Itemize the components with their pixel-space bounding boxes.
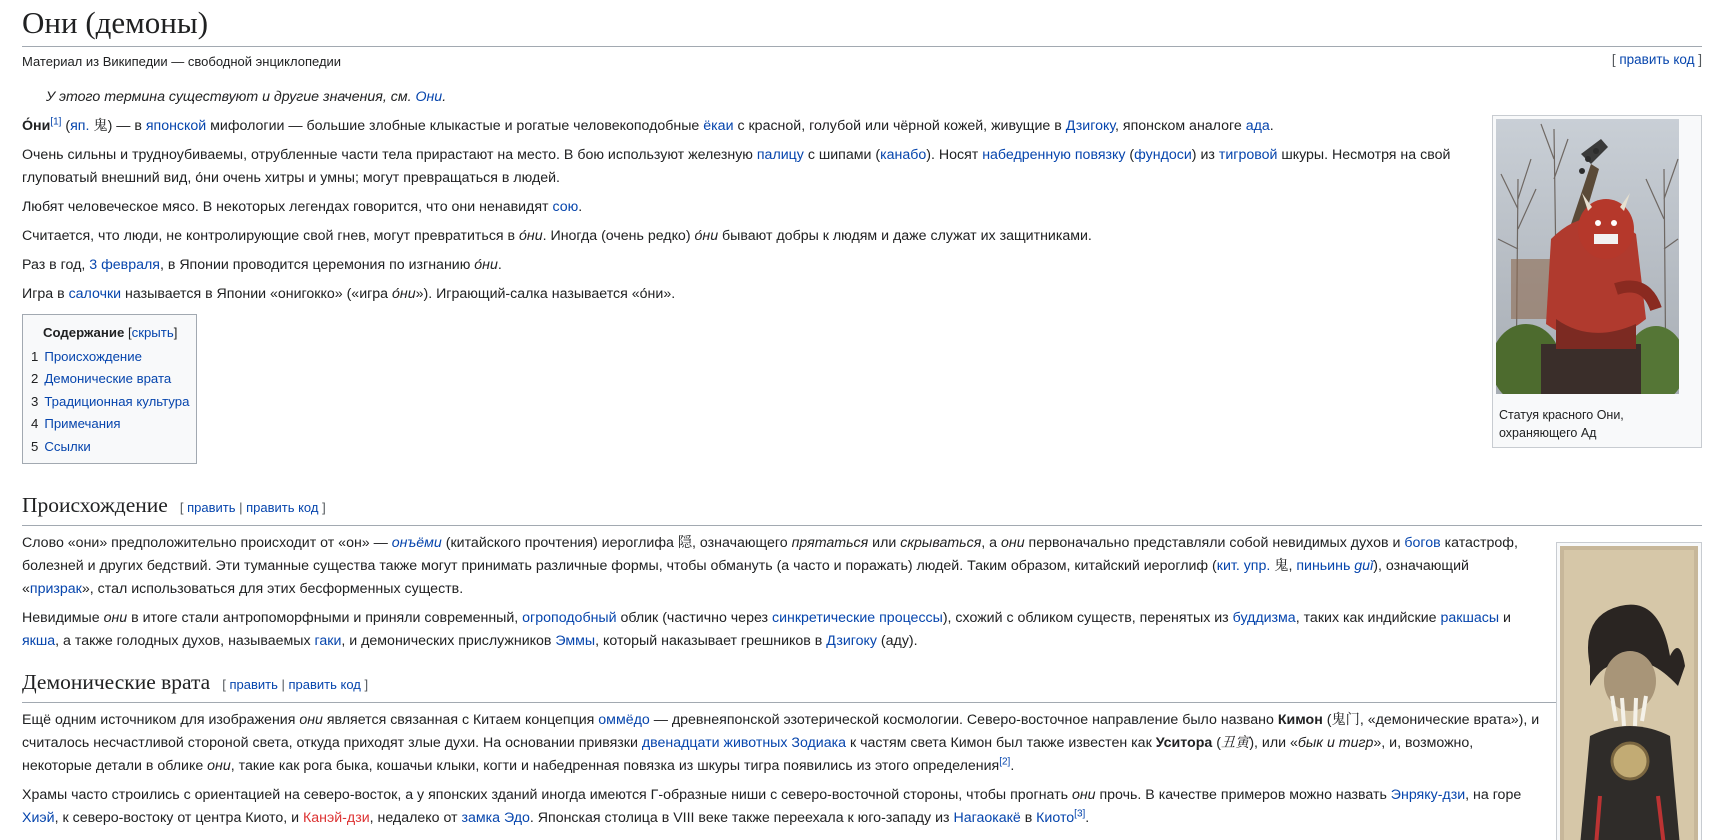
toc-item[interactable] [31, 391, 189, 414]
gates-paragraph-1 [22, 709, 1702, 778]
oni-painting-image[interactable] [1560, 546, 1698, 840]
link-loincloth[interactable]: набедренную повязку [982, 147, 1126, 163]
text: . [578, 199, 583, 215]
text: ( [1125, 147, 1135, 163]
link-jp[interactable]: яп. [70, 118, 90, 134]
hatnote-link[interactable]: Они [415, 89, 443, 105]
text: (китайского прочтения) иероглифа 隠, означающего [441, 535, 792, 551]
text: 鬼) — в [89, 118, 146, 134]
italic-text: они [1071, 787, 1096, 803]
italic-text: они [1001, 535, 1025, 551]
intro-paragraph-6 [22, 283, 1702, 306]
text: », и, возможно, некоторые детали в облике [22, 735, 1474, 774]
link-hiei[interactable]: Хиэй [22, 810, 55, 826]
section-heading-origin [22, 490, 1702, 526]
text: », стал использоваться для этих бесформенных существ. [81, 581, 464, 597]
text: Считается, что люди, не контролирующие свой гнев, могут превратиться в [22, 228, 520, 244]
bold-term: Кимон [1277, 712, 1323, 728]
hatnote-end: . [442, 89, 447, 105]
section-heading-gates [22, 667, 1702, 703]
infobox [1492, 115, 1702, 448]
text: . Иногда (очень редко) [542, 228, 695, 244]
text: (аду). [876, 633, 918, 649]
link-tiger[interactable]: тигровой [1218, 147, 1278, 163]
toc-link[interactable]: Традиционная культура [44, 393, 190, 409]
text: . [497, 257, 502, 273]
link-feb3[interactable]: 3 февраля [89, 257, 160, 273]
link-enryakuji[interactable]: Энряку-дзи [1390, 787, 1466, 803]
link-kanabo[interactable]: канабо [880, 147, 927, 163]
term-bold: О́ни [22, 118, 51, 134]
text: Слово «они» предположительно происходит от «он» — [22, 535, 392, 551]
edit-code-link[interactable]: править код [246, 500, 319, 515]
text: ), означающий « [22, 558, 1469, 597]
edit-code-link[interactable]: править код [1619, 52, 1695, 67]
toc-num: 2 [31, 371, 39, 386]
link-kyoto[interactable]: Киото [1036, 810, 1075, 826]
link-buddhism[interactable]: буддизма [1232, 610, 1296, 626]
text: , который наказывает грешников в [595, 633, 827, 649]
toc-link[interactable]: Происхождение [44, 348, 142, 364]
toc-header: Содержание [скрыть] [43, 325, 178, 340]
text: ) из [1191, 147, 1219, 163]
toc-item[interactable] [31, 368, 189, 391]
text: мифологии — большие злобные клыкастые и рогатые человекоподобные [206, 118, 704, 134]
italic-oni: о́ни [474, 257, 498, 273]
italic-text: они [207, 758, 231, 774]
text: Очень сильны и трудноубиваемы, отрубленные части тела прирастают на место. В бою используют железную [22, 147, 757, 163]
toc-link[interactable]: Демонические врата [44, 371, 172, 386]
text: бывают добры к людям и даже служат их защитниками. [718, 228, 1092, 244]
link-gui[interactable]: guǐ [1354, 558, 1374, 574]
toc-link[interactable]: Ссылки [44, 438, 91, 454]
italic-text: скрываться [900, 535, 982, 551]
link-onmyodo[interactable]: оммёдо [598, 712, 650, 728]
link-rakshasa[interactable]: ракшасы [1440, 610, 1500, 626]
scroll-painting-thumb [1556, 542, 1702, 840]
text: первоначально представляли собой невидимых духов и [1024, 535, 1405, 551]
text: , к северо-востоку от центра Киото, и [54, 810, 304, 826]
link-gods[interactable]: богов [1404, 535, 1441, 551]
toc-item[interactable] [31, 413, 189, 436]
link-gaki[interactable]: гаки [314, 633, 342, 649]
text: , на горе [1465, 787, 1522, 803]
infobox-caption: Статуя красного Они, охраняющего Ад [1499, 408, 1624, 440]
text: прочь. В качестве примеров можно назвать [1095, 787, 1391, 803]
edit-code-top: [ править код ] [1611, 52, 1702, 67]
link-ogre[interactable]: огроподобный [522, 610, 617, 626]
italic-oni: о́ни [392, 286, 416, 302]
link-tag-game[interactable]: салочки [68, 286, 122, 302]
toc-num: 3 [31, 393, 39, 409]
text: в [1020, 810, 1037, 826]
text: »). Играющий-салка называется «о́ни». [415, 286, 676, 302]
link-edo-castle[interactable]: замка Эдо [461, 810, 530, 826]
edit-code-link[interactable]: править код [288, 677, 361, 692]
text: Любят человеческое мясо. В некоторых легендах говорится, что они ненавидят [22, 199, 553, 215]
text: ). Носят [926, 147, 983, 163]
text: . [1269, 118, 1274, 134]
text: , недалеко от [369, 810, 462, 826]
link-japanese[interactable]: японской [145, 118, 207, 134]
text: Храмы часто строились с ориентацией на северо-восток, а у японских зданий иногда имеются Г-образные ниши с северо-восточной стороны, чтобы прогнать [22, 787, 1072, 803]
text: в итоге стали антропоморфными и приняли современный, [127, 610, 523, 626]
toc-item[interactable] [31, 346, 189, 369]
toc-hide-link[interactable]: скрыть [131, 325, 174, 340]
link-jigoku[interactable]: Дзигоку [1065, 118, 1116, 134]
text: ( [61, 118, 71, 134]
oni-statue-image[interactable] [1496, 119, 1679, 394]
intro-paragraph-3 [22, 196, 1702, 219]
bold-term: Уситора [1155, 735, 1213, 751]
toc-link[interactable]: Примечания [44, 416, 121, 431]
heading-text: Демонические врата [22, 670, 211, 694]
link-kaneiji-missing[interactable]: Канэй-дзи [303, 810, 370, 826]
text: , а также голодных духов, называемых [55, 633, 315, 649]
text: , таких как индийские [1295, 610, 1441, 626]
link-zodiac[interactable]: двенадцати животных Зодиака [641, 735, 847, 751]
toc-num: 1 [31, 348, 39, 364]
text: . Японская столица в VIII веке также переехала к юго-западу из [529, 810, 954, 826]
link-fundoshi[interactable]: фундоси [1134, 147, 1192, 163]
toc-num: 5 [31, 438, 39, 454]
link-emma[interactable]: Эммы [555, 633, 596, 649]
link-hell[interactable]: ада [1245, 118, 1270, 134]
link-ghost[interactable]: призрак [29, 581, 82, 597]
origin-paragraph-1 [22, 532, 1702, 601]
text: называется в Японии «онигокко» («игра [121, 286, 393, 302]
gates-paragraph-2 [22, 784, 1702, 830]
text: Невидимые [22, 610, 104, 626]
text: — древнеяпонской эзотерической космологии. Северо-восточное направление было названо [649, 712, 1278, 728]
italic-text: они [103, 610, 128, 626]
text: , в Японии проводится церемония по изгнанию [159, 257, 475, 273]
article-content [22, 82, 1702, 840]
text: , и демонических прислужников [341, 633, 556, 649]
intro-paragraph-4 [22, 225, 1702, 248]
ref-2[interactable]: [2] [999, 756, 1011, 768]
link-club[interactable]: палицу [756, 147, 804, 163]
toc-item[interactable] [31, 436, 189, 459]
link-soy[interactable]: сою [552, 199, 579, 215]
edit-link[interactable]: править [229, 677, 278, 692]
italic-oni: о́ни [694, 228, 719, 244]
link-yaksha[interactable]: якша [22, 633, 56, 649]
edit-link[interactable]: править [187, 500, 236, 515]
ref-3[interactable]: [3] [1074, 808, 1086, 820]
italic-text: прятаться [791, 535, 869, 551]
site-tagline: Материал из Википедии — свободной энциклопедии [22, 54, 342, 69]
toc-num: 4 [31, 416, 39, 431]
intro-paragraph-5 [22, 254, 1702, 277]
italic-text: 丑寅 [1220, 735, 1250, 751]
heading-text: Происхождение [22, 493, 168, 517]
text: 鬼, [1270, 558, 1297, 574]
text: катастроф, болезней и других бедствий. Эти туманные существа также могут принимать различные формы, чтобы обмануть (а часто и поражать) людей. Таким образом, китайский иероглиф ( [22, 535, 1518, 574]
italic-text: бык и тигр [1297, 735, 1374, 751]
text: (鬼门, «демонические врата»), и считалось несчастливой стороной света, откуда приходят злые духи. На основании привязки [22, 712, 1540, 751]
text: с шипами ( [803, 147, 881, 163]
text: шкуры. Несмотря на свой глуповатый внешний вид, о́ни очень хитры и умны; могут превращаться в людей. [22, 147, 1451, 186]
text: , а [981, 535, 1002, 551]
text: или [868, 535, 901, 551]
text: Раз в год, [22, 257, 90, 273]
hatnote [22, 86, 1702, 109]
text: , японском аналоге [1115, 118, 1246, 134]
intro-paragraph-2 [22, 144, 1702, 190]
text: . [1085, 810, 1090, 826]
text: к частям света Кимон был также известен как [846, 735, 1156, 751]
link-chinese-trad[interactable]: кит. упр. [1216, 558, 1271, 574]
text: ( [1212, 735, 1221, 751]
ref-1[interactable]: [1] [50, 116, 62, 128]
italic-oni: о́ни [519, 228, 543, 244]
text: , такие как рога быка, кошачьи клыки, когти и набедренная повязка из шкуры тигра появились из этого определения [230, 758, 1000, 774]
italic-text: они [299, 712, 323, 728]
text: Игра в [22, 286, 69, 302]
origin-paragraph-2 [22, 607, 1702, 653]
link-pinyin[interactable]: пиньинь [1296, 558, 1351, 574]
text: Ещё одним источником для изображения [22, 712, 300, 728]
hatnote-text: У этого термина существуют и другие значения, см. [46, 89, 416, 105]
section-edit-links: [ править | править код ] [222, 677, 369, 692]
intro-paragraph-1 [22, 115, 1702, 138]
table-of-contents [22, 314, 197, 464]
link-onyomi[interactable]: онъёми [391, 535, 442, 551]
text: является связанная с Китаем концепция [322, 712, 599, 728]
link-yokai[interactable]: ёкаи [703, 118, 734, 134]
section-edit-links: [ править | править код ] [179, 500, 326, 515]
toc-title: Содержание [43, 325, 125, 340]
link-syncretism[interactable]: синкретические процессы [771, 610, 943, 626]
page-title: Они (демоны) [22, 2, 1702, 47]
text: и [1499, 610, 1511, 626]
link-nagaokakyo[interactable]: Нагаокакё [953, 810, 1021, 826]
link-jigoku[interactable]: Дзигоку [826, 633, 877, 649]
text: с красной, голубой или чёрной кожей, живущие в [733, 118, 1066, 134]
text: ), схожий с обликом существ, перенятых из [942, 610, 1233, 626]
text: облик (частично через [616, 610, 772, 626]
text: . [1010, 758, 1015, 774]
text: ), или « [1249, 735, 1298, 751]
